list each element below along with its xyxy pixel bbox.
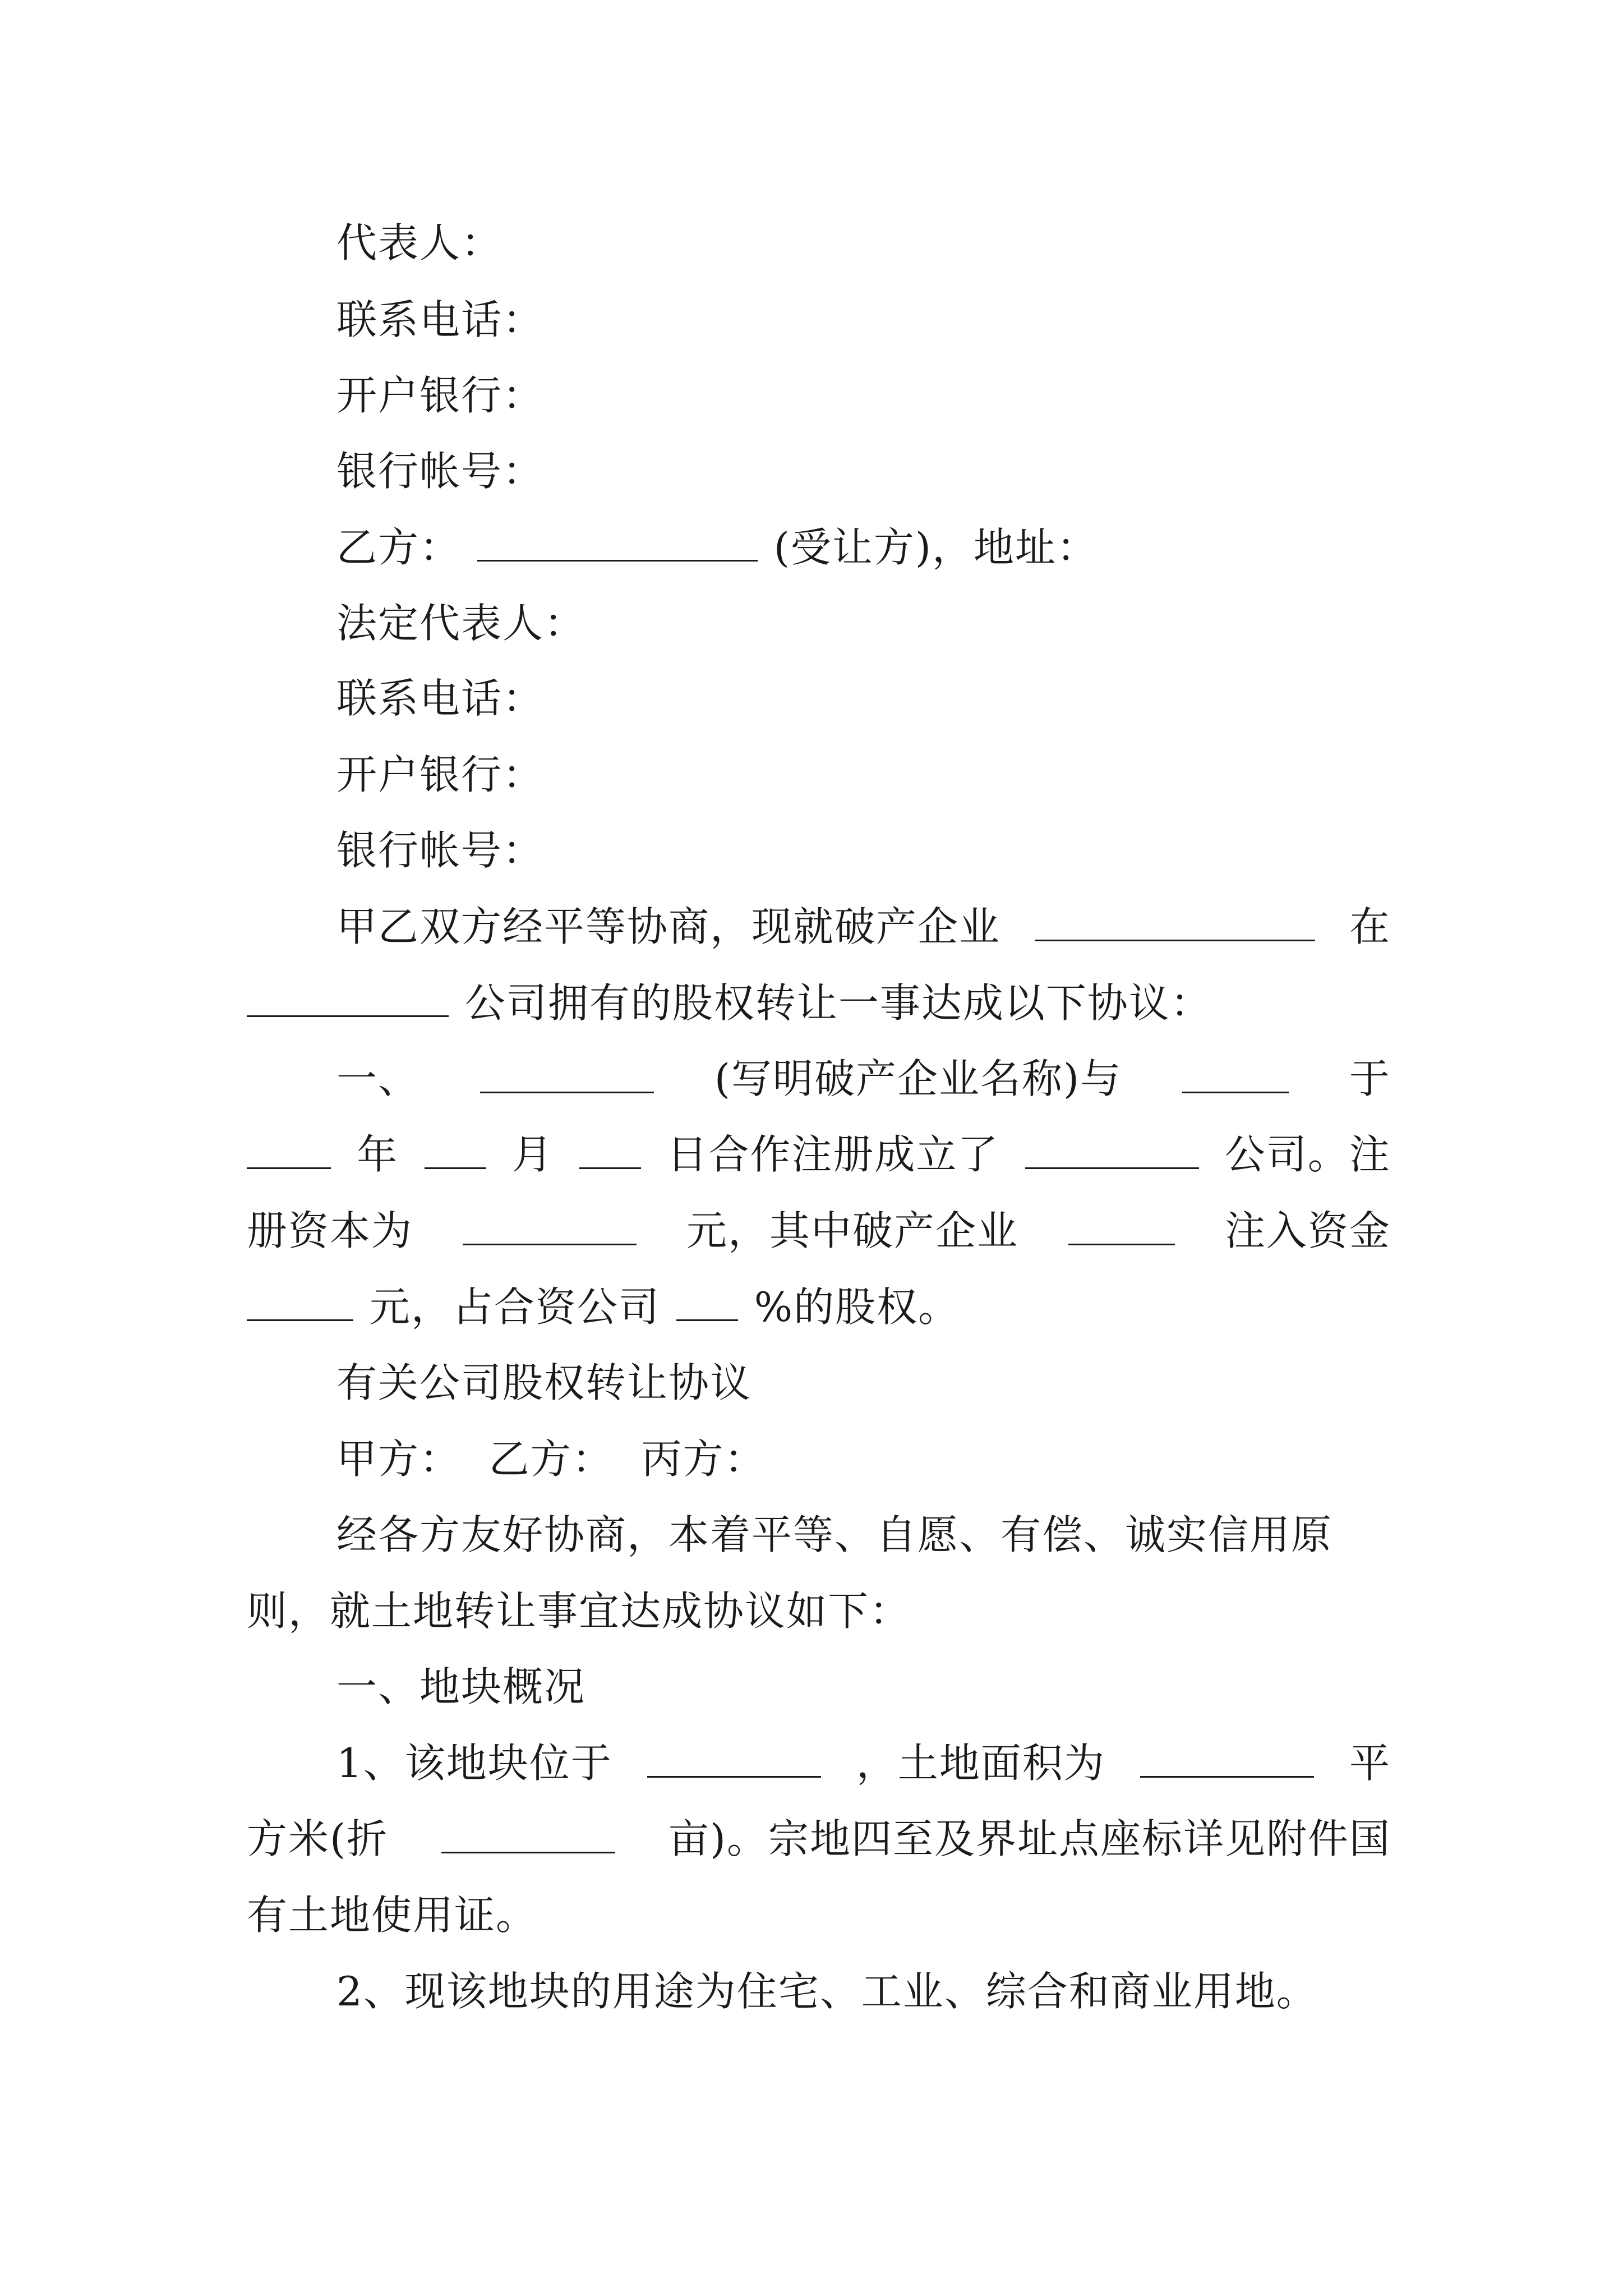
clause-one-text: (写明破产企业名称)与 xyxy=(714,1055,1122,1102)
party-b-label: 乙方： xyxy=(336,524,462,571)
square-meter-text: 方米(折 xyxy=(247,1815,389,1862)
clause-one-line-1 xyxy=(336,1053,1391,1104)
land-item-1-line-2 xyxy=(247,1814,1391,1864)
land-item-1-line-3 xyxy=(247,1890,1391,1940)
month-label: 月 xyxy=(511,1131,554,1178)
blank-field xyxy=(1140,1738,1314,1778)
year-label: 年 xyxy=(357,1131,399,1178)
account-line-a xyxy=(336,446,1391,496)
land-overview-heading xyxy=(336,1662,1391,1712)
company-text: 公司。注 xyxy=(1224,1131,1391,1178)
preamble-text-2: 则，就土地转让事宜达成协议如下： xyxy=(247,1588,911,1635)
blank-field xyxy=(1035,901,1315,941)
day-text: 日合作注册成立了 xyxy=(667,1131,999,1178)
party-b-suffix: (受让方)，地址： xyxy=(773,524,1098,571)
legal-rep-line xyxy=(336,598,1391,648)
agreement-intro-line-1 xyxy=(336,901,1391,952)
blank-field xyxy=(676,1281,738,1321)
agreement-intro-text-2: 公司拥有的股权转让一事达成以下协议： xyxy=(464,979,1212,1027)
share-suffix: %的股权。 xyxy=(754,1283,960,1331)
bank-line-a xyxy=(336,370,1391,421)
agreement-intro-suffix: 在 xyxy=(1349,903,1391,950)
phone-label-b: 联系电话： xyxy=(336,675,545,722)
clause-one-line-4 xyxy=(247,1281,1391,1332)
blank-field xyxy=(247,1129,331,1169)
land-use-text: 2、现该地块的用途为住宅、工业、综合和商业用地。 xyxy=(336,1968,1318,2015)
party-b-line xyxy=(336,522,1391,573)
capital-suffix: 注入资金 xyxy=(1224,1207,1391,1254)
bank-label-b: 开户银行： xyxy=(336,751,545,798)
preamble-line-1 xyxy=(336,1510,1391,1560)
phone-line-b xyxy=(336,673,1391,724)
blank-field xyxy=(463,1205,637,1245)
share-text: 元，占合资公司 xyxy=(369,1283,660,1331)
clause-one-line-3 xyxy=(247,1205,1391,1256)
blank-field xyxy=(247,977,449,1017)
clause-one-line-2 xyxy=(247,1129,1391,1180)
account-line-b xyxy=(336,825,1391,876)
parties-text: 甲方： 乙方： 丙方： xyxy=(336,1435,766,1483)
preamble-text-1: 经各方友好协商，本着平等、自愿、有偿、诚实信用原 xyxy=(336,1511,1333,1558)
blank-field xyxy=(477,522,758,562)
legal-rep-label: 法定代表人： xyxy=(336,600,586,647)
clause-one-suffix: 于 xyxy=(1349,1055,1391,1102)
certificate-text: 有土地使用证。 xyxy=(247,1892,538,1939)
blank-field xyxy=(1025,1129,1199,1169)
land-area-text: ，土地面积为 xyxy=(856,1740,1105,1787)
blank-field xyxy=(425,1129,486,1169)
bank-line-b xyxy=(336,749,1391,800)
representative-label: 代表人： xyxy=(336,219,503,266)
blank-field xyxy=(480,1053,654,1093)
blank-field xyxy=(579,1129,641,1169)
account-label-a: 银行帐号： xyxy=(336,448,545,495)
representative-line xyxy=(336,218,1391,268)
land-item-1-line-1 xyxy=(336,1738,1391,1788)
phone-line-a xyxy=(336,295,1391,345)
blank-field xyxy=(647,1738,821,1778)
section-title xyxy=(336,1358,1391,1408)
section-title-text: 有关公司股权转让协议 xyxy=(336,1359,752,1406)
land-area-unit: 平 xyxy=(1349,1740,1391,1787)
bank-label-a: 开户银行： xyxy=(336,372,545,419)
capital-label: 册资本为 xyxy=(247,1207,413,1254)
preamble-line-2 xyxy=(247,1586,1391,1636)
phone-label-a: 联系电话： xyxy=(336,296,545,343)
agreement-intro-text: 甲乙双方经平等协商，现就破产企业 xyxy=(336,903,1001,950)
account-label-b: 银行帐号： xyxy=(336,827,545,874)
blank-field xyxy=(441,1814,615,1853)
land-item-2-line xyxy=(336,1966,1391,2017)
clause-one-number: 一、 xyxy=(336,1055,420,1102)
agreement-intro-line-2 xyxy=(247,977,1391,1028)
blank-field xyxy=(247,1281,353,1321)
land-location-text: 1、该地块位于 xyxy=(336,1740,612,1787)
mu-text: 亩)。宗地四至及界址点座标详见附件国 xyxy=(668,1815,1391,1862)
land-overview-text: 一、地块概况 xyxy=(336,1663,586,1710)
parties-line xyxy=(336,1434,1391,1484)
blank-field xyxy=(1068,1205,1175,1245)
blank-field xyxy=(1182,1053,1289,1093)
capital-text: 元，其中破产企业 xyxy=(686,1207,1018,1254)
